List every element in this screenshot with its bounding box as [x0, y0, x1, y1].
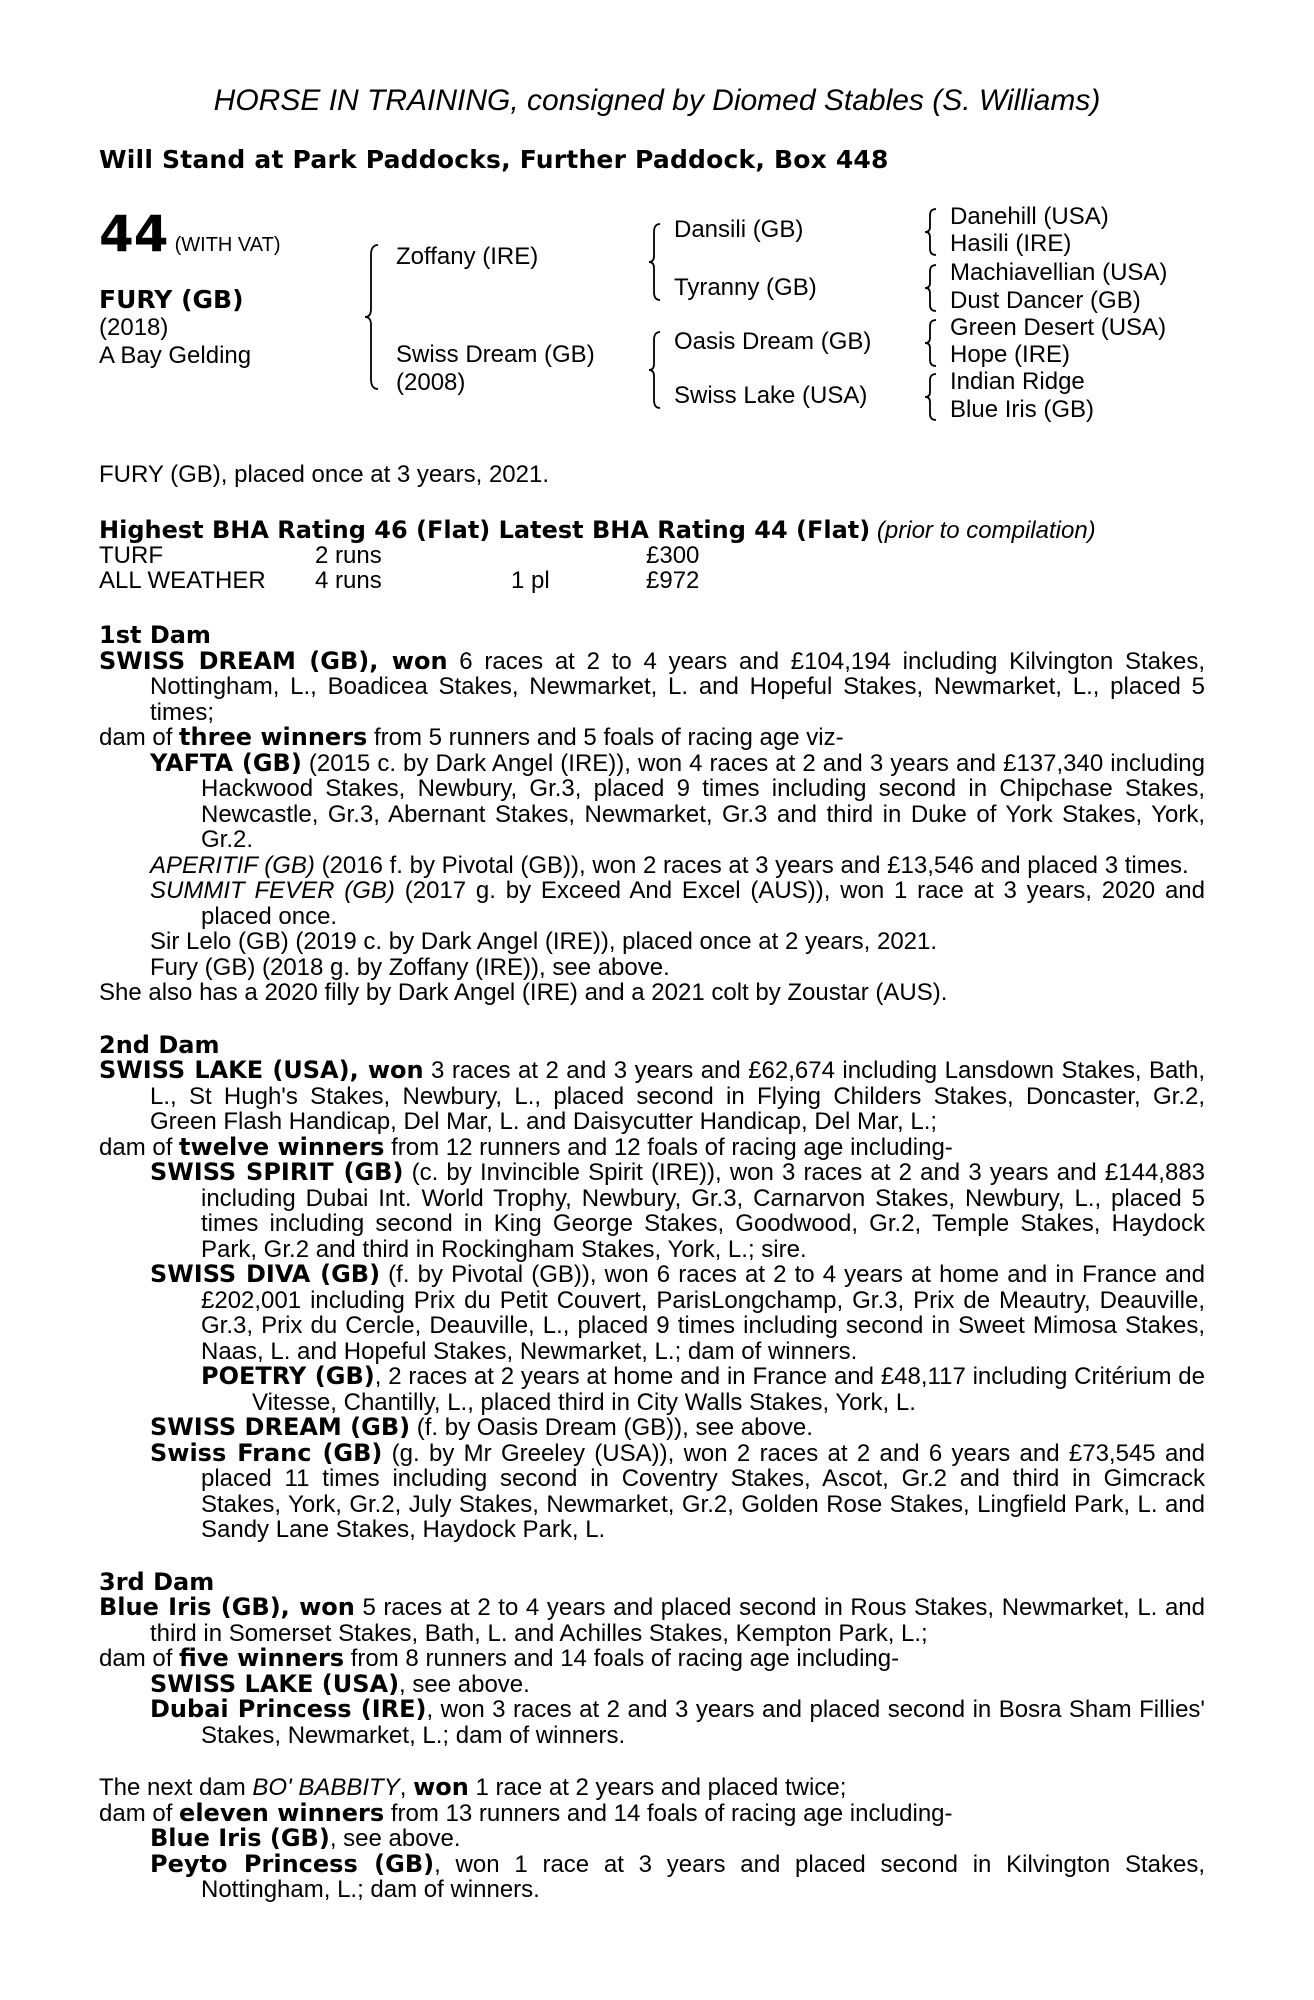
dam-name: Swiss Dream (GB) — [396, 341, 595, 368]
list-item: Blue Iris (GB), see above. — [150, 1824, 461, 1852]
produce-line: dam of three winners from 5 runners and 5 foals of racing age viz- — [99, 723, 844, 751]
sire-sire: Dansili (GB) — [674, 216, 804, 243]
dam-sire: Oasis Dream (GB) — [674, 328, 872, 355]
granddam-2: Dust Dancer (GB) — [950, 287, 1141, 314]
consignor-heading: HORSE IN TRAINING, consigned by Diomed Stables (S. Williams) — [213, 84, 1101, 117]
grandsire-3: Green Desert (USA) — [950, 314, 1167, 341]
runs: 2 runs — [315, 542, 382, 569]
foaling-year: (2018) — [99, 314, 169, 341]
list-item: SUMMIT FEVER (GB) (2017 g. by Exceed And Excel (AUS)), won 1 race at 3 years, 2020 and placed once. — [150, 877, 1205, 930]
surface: TURF — [99, 542, 163, 569]
list-item: POETRY (GB), 2 races at 2 years at home and in France and £48,117 including Critérium de Vitesse, Chantilly, L., placed third in City Walls Stakes, York, L. — [201, 1362, 1205, 1416]
dam-record-text: 6 races at 2 to 4 years and £104,194 including Kilvington Stakes, Nottingham, L., Boadicea Stakes, Newmarket, L. and Hopeful Stakes, Newmarket, L., placed 5 times; — [150, 647, 1205, 726]
g-brace-1 — [924, 207, 940, 257]
table-row — [99, 568, 699, 593]
granddam-1: Hasili (IRE) — [950, 230, 1072, 257]
horse-identity — [99, 286, 251, 370]
produce-line: dam of twelve winners from 12 runners and 12 foals of racing age including- — [99, 1132, 953, 1161]
list-item: YAFTA (GB) (2015 c. by Dark Angel (IRE)), won 4 races at 2 and 3 years and £137,340 including Hackwood Stakes, Newbury, Gr.3, placed 9 times including second in Chipchase Stakes, Newcastle, Gr.3, Abernant Stakes, Newmarket, Gr.3 and third in Duke of York Stakes, York, Gr.2. — [150, 748, 1205, 853]
list-item: SWISS LAKE (USA), see above. — [150, 1669, 530, 1698]
list-item: Dubai Princess (IRE), won 3 races at 2 and 3 years and placed second in Bosra Sham Fillies' Stakes, Newmarket, L.; dam of winners. — [150, 1695, 1205, 1749]
race-record-table — [99, 543, 699, 593]
ratings-note: (prior to compilation) — [876, 516, 1096, 544]
dam-record-text: 3 races at 2 and 3 years and £62,674 including Lansdown Stakes, Bath, L., St Hugh's Stakes, Newbury, L., placed second in Flying Childers Stakes, Doncaster, Gr.2, Green Flash Handicap, Del Mar, L. and Daisycutter Handicap, Del Mar, L.; — [150, 1057, 1205, 1135]
table-row — [99, 543, 699, 568]
race-summary: FURY (GB), placed once at 3 years, 2021. — [99, 461, 550, 488]
dam-name: SWISS LAKE (USA), won — [99, 1056, 424, 1084]
next-dam-record: The next dam BO' BABBITY, won 1 race at 2 years and placed twice; — [99, 1773, 847, 1801]
earnings: £300 — [646, 542, 700, 569]
dam-footer: She also has a 2020 filly by Dark Angel (IRE) and a 2021 colt by Zoustar (AUS). — [99, 979, 948, 1006]
dam-year: (2008) — [396, 369, 466, 396]
earnings: £972 — [646, 567, 700, 594]
sire-dam-brace — [364, 243, 384, 391]
lot-info — [99, 205, 281, 263]
dam-parents-brace — [648, 330, 666, 410]
list-item: SWISS SPIRIT (GB) (c. by Invincible Spirit (IRE)), won 3 races at 2 and 3 years and £144,883 including Dubai Int. World Trophy, Newbury, Gr.3, Carnarvon Stakes, Newbury, L., placed 5 times including second in King George Stakes, Goodwood, Gr.2, Temple Stakes, Haydock Park, Gr.2 and third in Rockingham Stakes, York, L.; sire. — [150, 1158, 1206, 1263]
list-item: SWISS DIVA (GB) (f. by Pivotal (GB)), won 6 races at 2 to 4 years at home and in France and £202,001 including Prix du Petit Couvert, ParisLongchamp, Gr.3, Prix de Meautry, Deauville, Gr.3, Prix du Cercle, Deauville, L., placed 9 times including second in Sweet Mimosa Stakes, Naas, L. and Hopeful Stakes, Newmarket, L.; dam of winners. — [150, 1260, 1205, 1365]
second-dam-heading: 2nd Dam — [99, 1030, 220, 1059]
dam-dam: Swiss Lake (USA) — [674, 382, 868, 409]
lot-number: 44 — [99, 205, 169, 263]
horse-name: FURY (GB) — [99, 285, 244, 314]
grandsire-4: Indian Ridge — [950, 368, 1085, 395]
list-item: Fury (GB) (2018 g. by Zoffany (IRE)), see above. — [150, 953, 670, 981]
list-item: APERITIF (GB) (2016 f. by Pivotal (GB)), won 2 races at 3 years and £13,546 and placed 3 times. — [150, 851, 1189, 879]
g-brace-2 — [924, 263, 940, 313]
ratings-line — [99, 515, 1205, 544]
dam-name: Blue Iris (GB), won — [99, 1593, 355, 1621]
dam-name: BO' BABBITY — [252, 1774, 400, 1801]
g-brace-4 — [924, 372, 940, 422]
list-item: Peyto Princess (GB), won 1 race at 3 years and placed second in Kilvington Stakes, Nottingham, L.; dam of winners. — [150, 1849, 1205, 1903]
produce-line: dam of eleven winners from 13 runners and 14 foals of racing age including- — [99, 1798, 953, 1827]
places: 1 pl — [511, 567, 550, 594]
places — [511, 543, 646, 568]
second-dam-record — [99, 1058, 1205, 1135]
granddam-3: Hope (IRE) — [950, 341, 1071, 368]
granddam-4: Blue Iris (GB) — [950, 396, 1095, 423]
third-dam-record — [99, 1595, 1205, 1646]
sire-dam: Tyranny (GB) — [674, 274, 817, 301]
surface: ALL WEATHER — [99, 567, 266, 594]
grandsire-2: Machiavellian (USA) — [950, 259, 1168, 286]
runs: 4 runs — [315, 567, 382, 594]
sire-name: Zoffany (IRE) — [396, 243, 539, 270]
third-dam-heading: 3rd Dam — [99, 1567, 215, 1596]
main-body — [99, 462, 1205, 1903]
horse-description: A Bay Gelding — [99, 342, 252, 369]
g-brace-3 — [924, 318, 940, 368]
vat-note: (WITH VAT) — [174, 234, 281, 256]
dam-record-text: 5 races at 2 to 4 years and placed second in Rous Stakes, Newmarket, L. and third in Somerset Stakes, Bath, L. and Achilles Stakes, Kempton Park, L.; — [150, 1594, 1205, 1647]
first-dam-heading: 1st Dam — [99, 621, 211, 649]
list-item: SWISS DREAM (GB) (f. by Oasis Dream (GB)), see above. — [150, 1413, 813, 1441]
stand-location: Will Stand at Park Paddocks, Further Paddock, Box 448 — [99, 145, 889, 174]
list-item: Swiss Franc (GB) (g. by Mr Greeley (USA)), won 2 races at 2 and 6 years and £73,545 and placed 11 times including second in Coventry Stakes, Ascot, Gr.2 and third in Gimcrack Stakes, York, Gr.2, July Stakes, Newmarket, Gr.2, Golden Rose Stakes, Lingfield Park, L. and Sandy Lane Stakes, Haydock Park, L. — [150, 1438, 1205, 1543]
dam-name: SWISS DREAM (GB), won — [99, 646, 448, 675]
first-dam-record — [99, 646, 1205, 726]
list-item: Sir Lelo (GB) (2019 c. by Dark Angel (IRE)), placed once at 2 years, 2021. — [150, 928, 938, 955]
sire-parents-brace — [648, 222, 666, 302]
grandsire-1: Danehill (USA) — [950, 203, 1109, 230]
bha-ratings: Highest BHA Rating 46 (Flat) Latest BHA Rating 44 (Flat) — [99, 515, 871, 544]
produce-line: dam of five winners from 8 runners and 14 foals of racing age including- — [99, 1644, 900, 1672]
